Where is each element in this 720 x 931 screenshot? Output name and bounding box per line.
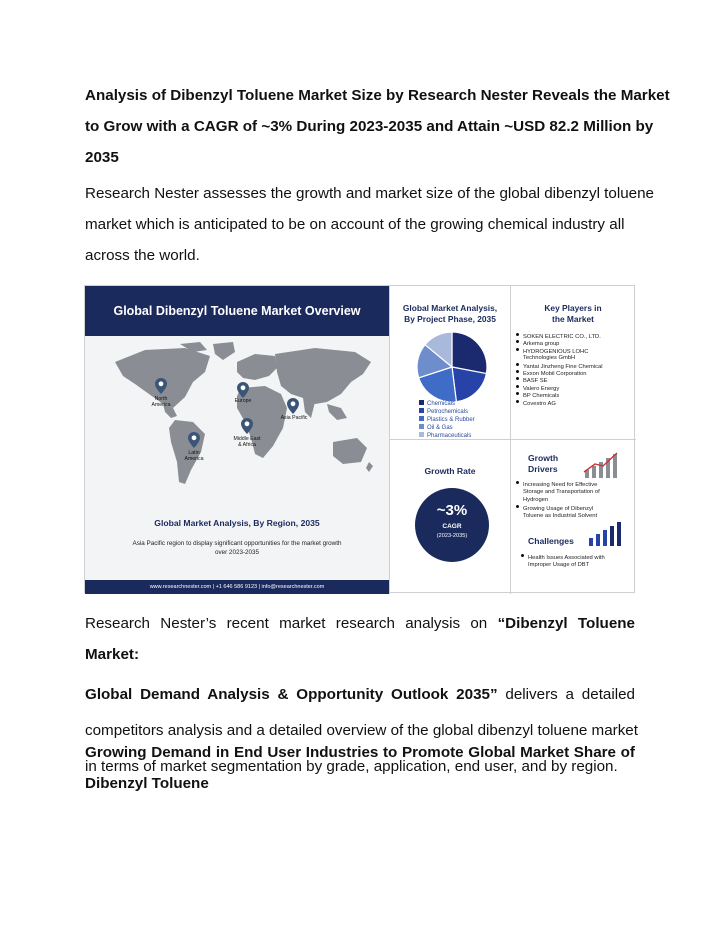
growth-driver-text: Increasing Need for Effective	[523, 482, 598, 488]
key-player-item	[516, 400, 634, 408]
bullet	[516, 370, 519, 373]
title-line: to Grow with a CAGR of ~3% During 2023-2035 and Attain ~USD 82.2 Million by	[85, 118, 654, 135]
legend-label: Chemicals	[427, 401, 456, 407]
key-player-name: Exxon Mobil Corporation	[523, 371, 587, 377]
intro-line: Research Nester assesses the growth and market size of the global dibenzyl toluene	[85, 185, 654, 202]
report-title-part: Global Demand Analysis & Opportunity Outlook 2035”	[85, 686, 498, 703]
key-players-title-line: the Market	[552, 314, 594, 324]
bullet	[516, 348, 519, 351]
legend-item	[419, 424, 453, 432]
growth-drivers-title-line: Growth	[528, 453, 559, 463]
phase-title	[391, 303, 509, 325]
map-pin-icon	[287, 398, 299, 414]
growth-driver-item	[516, 489, 634, 496]
map-pin-icon	[237, 382, 249, 398]
contact-footer: www.researchnester.com | +1 646 586 9123 | info@researchnester.com	[85, 580, 389, 594]
growth-drivers-title-line: Drivers	[528, 464, 558, 474]
key-player-name: HYDROGENIOUS LOHC	[523, 348, 589, 355]
pie-slice	[452, 367, 486, 402]
map-pin-icon	[155, 378, 167, 394]
growth-drivers-title	[528, 453, 568, 475]
cagr-value: ~3%	[436, 502, 468, 519]
bullet	[516, 392, 519, 395]
intro-paragraph	[85, 178, 654, 271]
legend-swatch	[419, 400, 424, 405]
project-phase-pie-chart	[416, 331, 488, 403]
legend-swatch	[419, 416, 424, 421]
article-title	[85, 80, 670, 173]
body-text: Research Nester’s recent market research analysis on	[85, 615, 498, 632]
key-player-name: Valero Energy	[523, 385, 560, 392]
region-label-europe: Europe	[234, 398, 252, 404]
map-pin-icon	[241, 418, 253, 434]
cagr-label: CAGR	[442, 523, 462, 530]
legend-item	[419, 416, 475, 424]
intro-line: across the world.	[85, 247, 200, 264]
legend-item	[419, 432, 471, 440]
growth-driver-text: Toluene as Industrial Solvent	[523, 513, 598, 519]
key-player-name: Technologies GmbH	[523, 355, 576, 362]
key-player-item	[516, 355, 634, 362]
growth-driver-item	[516, 497, 634, 504]
world-map	[105, 342, 375, 502]
region-panel	[85, 286, 389, 594]
legend-swatch	[419, 432, 424, 437]
legend-label: Oil & Gas	[427, 425, 453, 431]
pie-slice	[452, 332, 487, 374]
region-label-north-america: North America	[151, 396, 171, 408]
body-line	[85, 679, 635, 710]
region-analysis-title: Global Market Analysis, By Region, 2035	[154, 518, 320, 528]
bullet	[516, 385, 519, 388]
growth-driver-text: Storage and Transportation of	[523, 489, 600, 495]
title-line: Analysis of Dibenzyl Toluene Market Size by Research Nester Reveals the Market	[85, 87, 670, 104]
legend-item	[419, 408, 468, 416]
growth-driver-text: Growing Usage of Dibenzyl	[523, 506, 594, 512]
key-players-title	[511, 303, 635, 325]
cagr-period: (2023-2035)	[436, 533, 468, 539]
phase-title-line: By Project Phase, 2035	[404, 314, 496, 324]
growth-driver-text: Hydrogen	[523, 497, 549, 503]
map-pin-icon	[188, 432, 200, 448]
bullet	[521, 554, 524, 557]
body-line	[85, 608, 635, 670]
divider	[510, 286, 511, 594]
bullet	[516, 333, 519, 336]
legend-item	[419, 400, 455, 408]
divider	[389, 286, 390, 594]
key-player-name: Yantai Jinzheng Fine Chemical	[523, 363, 603, 370]
growth-rate-title: Growth Rate	[424, 466, 476, 476]
challenge-bars-icon	[587, 520, 627, 546]
cagr-badge	[415, 488, 489, 562]
growth-bars-icon	[583, 450, 625, 478]
key-players-title-line: Key Players in	[544, 303, 602, 313]
region-label-latin-america: Latin America	[184, 450, 204, 462]
section-heading-line: Growing Demand in End User Industries to Promote Global Market Share of	[85, 744, 635, 761]
key-player-name: SOKEN ELECTRIC CO., LTD.	[523, 334, 601, 340]
section-heading-line: Dibenzyl Toluene	[85, 775, 209, 792]
legend-swatch	[419, 424, 424, 429]
challenge-item	[528, 562, 640, 569]
key-player-name: BP Chemicals	[523, 393, 560, 400]
bullet	[516, 400, 519, 403]
title-line: 2035	[85, 149, 119, 166]
key-player-name: Covestro AG	[523, 400, 556, 407]
challenge-text: Improper Usage of DBT	[528, 562, 590, 568]
phase-title-line: Global Market Analysis,	[402, 303, 498, 313]
bullet	[516, 481, 519, 484]
bullet	[516, 377, 519, 380]
intro-line: market which is anticipated to be on account of the growing chemical industry all	[85, 216, 625, 233]
bullet	[516, 363, 519, 366]
overview-title: Global Dibenzyl Toluene Market Overview	[85, 286, 389, 336]
legend-label: Plastics & Rubber	[427, 417, 475, 423]
region-note: Asia Pacific region to display significant opportunities for the market growth	[132, 540, 342, 547]
region-label-asia-pacific: Asia Pacific	[280, 415, 308, 421]
report-title-part: “Dibenzyl Toluene Market:	[85, 615, 635, 663]
body-line: in terms of market segmentation by grade, application, end user, and by region.	[85, 758, 618, 775]
legend-label: Pharmaceuticals	[427, 433, 472, 439]
legend-label: Petrochemicals	[427, 409, 469, 415]
challenge-text: Health Issues Associated with	[528, 555, 605, 561]
bullet	[516, 505, 519, 508]
key-player-name: Arkema group	[523, 341, 560, 348]
challenges-title: Challenges	[528, 536, 574, 546]
region-label-middle-east: Middle East & Africa	[233, 436, 261, 448]
bullet	[516, 340, 519, 343]
section-heading	[85, 737, 635, 799]
body-line: competitors analysis and a detailed overview of the global dibenzyl toluene market	[85, 722, 638, 739]
body-text: delivers a detailed	[497, 686, 635, 703]
market-overview-infographic	[84, 285, 635, 593]
legend-swatch	[419, 408, 424, 413]
region-note: over 2023-2035	[214, 549, 260, 556]
key-player-name: BASF SE	[523, 378, 548, 385]
